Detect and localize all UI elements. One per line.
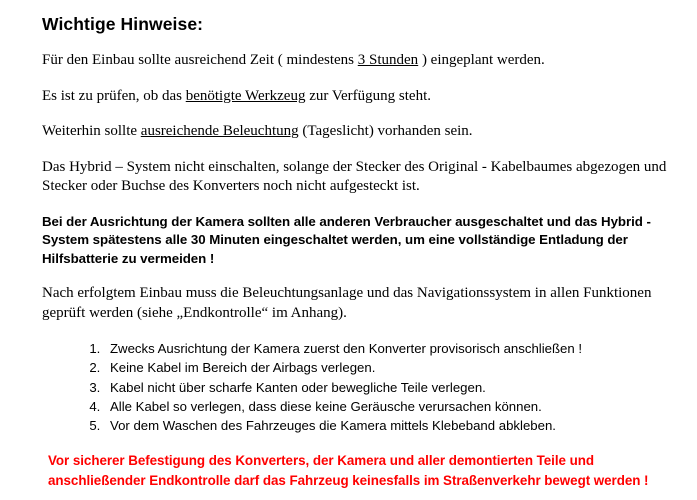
underlined-term-duration: 3 Stunden <box>357 52 419 68</box>
page-title: Wichtige Hinweise: <box>42 14 204 34</box>
paragraph-tools-required <box>42 87 675 107</box>
paragraph-text-pre: Weiterhin sollte <box>42 123 141 139</box>
paragraph-text-post: ) eingeplant werden. <box>418 52 545 68</box>
paragraph-text-pre: Es ist zu prüfen, ob das <box>42 87 186 104</box>
paragraph-text-post: zur Verfügung steht. <box>305 87 431 104</box>
list-item: 3. Kabel nicht über scharfe Kanten oder bewegliche Teile verlegen. <box>104 378 675 397</box>
list-item: 4. Alle Kabel so verlegen, dass diese keine Geräusche verursachen können. <box>104 397 675 416</box>
paragraph-hybrid-system: Das Hybrid – System nicht einschalten, solange der Stecker des Original - Kabelbaumes abgezogen und Stecker oder Buchse des Konverters noch nicht aufgesteckt ist. <box>42 158 667 194</box>
list-item: 2. Keine Kabel im Bereich der Airbags verlegen. <box>104 358 675 377</box>
paragraph-text-post: (Tageslicht) vorhanden sein. <box>298 123 473 139</box>
paragraph-lighting-required <box>42 122 675 142</box>
warning-text: Vor sicherer Befestigung des Konverters, der Kamera und aller demontierten Teile und anschließender Endkontrolle darf das Fahrzeug keinesfalls im Straßenverkehr bewegt werden ! <box>48 453 649 488</box>
paragraph-after-installation-check: Nach erfolgtem Einbau muss die Beleuchtungsanlage und das Navigationssystem in allen Funktionen geprüft werden (siehe „Endkontrolle“ im Anhang). <box>42 285 652 321</box>
list-item: 5. Vor dem Waschen des Fahrzeuges die Kamera mittels Klebeband abkleben. <box>104 416 675 435</box>
list-item: 1. Zwecks Ausrichtung der Kamera zuerst den Konverter provisorisch anschließen ! <box>104 339 675 358</box>
paragraph-text-pre: Für den Einbau sollte ausreichend Zeit ( mindestens <box>42 52 358 68</box>
underlined-term-tools: benötigte Werkzeug <box>185 87 306 104</box>
instruction-list <box>42 339 675 435</box>
underlined-term-lighting: ausreichende Beleuchtung <box>140 123 299 139</box>
paragraph-time-required <box>42 51 675 71</box>
bold-notice-camera-alignment: Bei der Ausrichtung der Kamera sollten alle anderen Verbraucher ausgeschaltet und das Hybrid - System spätestens alle 30 Minuten eingeschaltet werden, um eine vollständige Entladung der Hilfsbatterie zu vermeiden ! <box>42 213 651 267</box>
